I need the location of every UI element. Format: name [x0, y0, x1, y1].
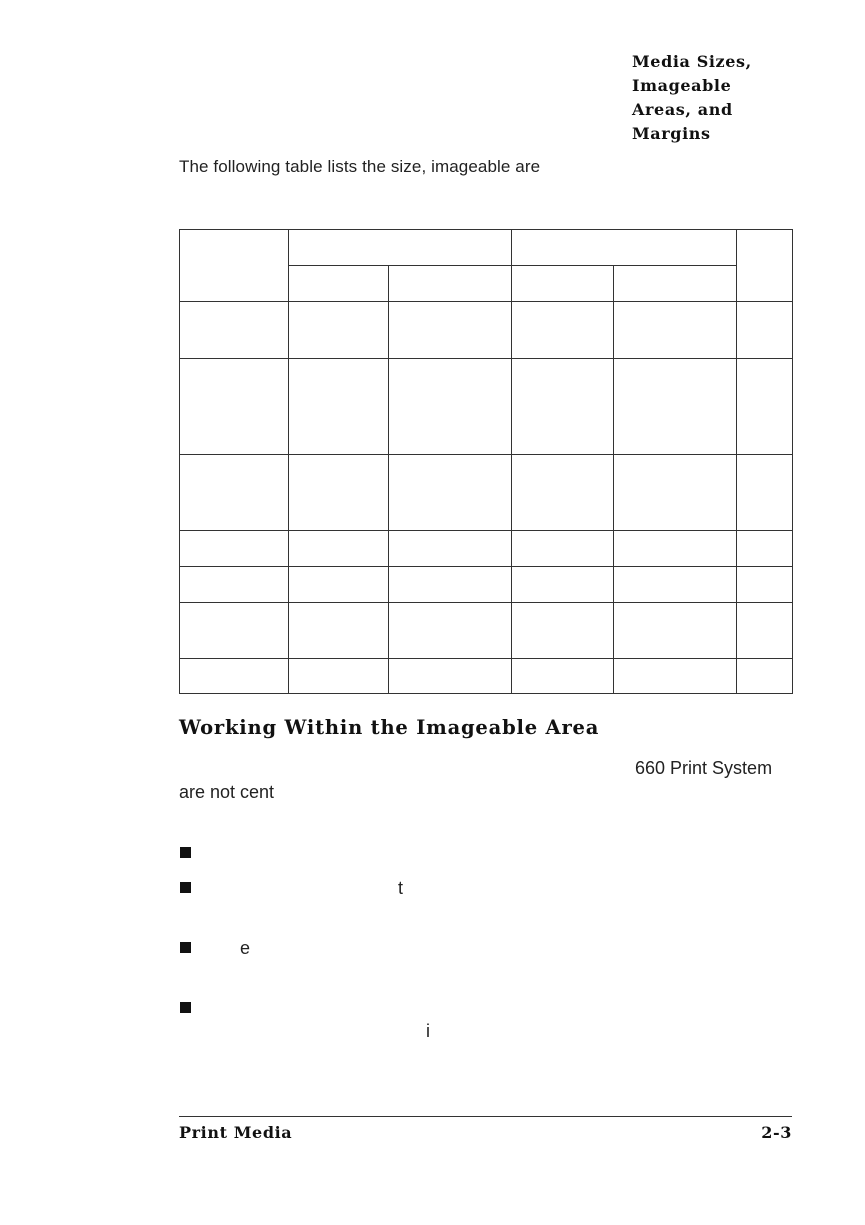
bullet-text-fragment: e [240, 938, 251, 958]
side-heading-line: Imageable [632, 76, 732, 95]
side-heading-line: Margins [632, 124, 711, 143]
table-cell [289, 659, 389, 694]
table-cell [289, 359, 389, 455]
table-cell [389, 455, 512, 531]
table-cell [614, 567, 737, 603]
table-cell [737, 603, 793, 659]
table-header-cell [289, 230, 512, 266]
table-cell [289, 302, 389, 359]
table-cell [614, 302, 737, 359]
bullet-square-icon [180, 847, 191, 858]
table-cell [389, 567, 512, 603]
table-row [180, 302, 793, 359]
table-cell [389, 359, 512, 455]
side-heading-line: Media Sizes, [632, 52, 752, 71]
table-header-cell [389, 266, 512, 302]
table-cell [737, 659, 793, 694]
table-row [180, 603, 793, 659]
table-row [180, 659, 793, 694]
bullet-text-fragment: i [426, 1021, 430, 1041]
table-cell [737, 302, 793, 359]
table-cell [614, 359, 737, 455]
table-header-cell [614, 266, 737, 302]
table-cell [289, 567, 389, 603]
table-row [180, 531, 793, 567]
table-cell [512, 359, 614, 455]
table-header-cell [737, 230, 793, 302]
table-row [180, 359, 793, 455]
table-header-cell [512, 266, 614, 302]
table-cell [512, 302, 614, 359]
side-heading-line: Areas, and [632, 100, 733, 119]
side-heading [632, 50, 852, 146]
table-cell [512, 531, 614, 567]
table-cell [512, 659, 614, 694]
table-cell [737, 359, 793, 455]
table-cell [737, 531, 793, 567]
table-cell [614, 659, 737, 694]
table-cell [389, 531, 512, 567]
table-header-cell [512, 230, 737, 266]
intro-text: The following table lists the size, imageable are [179, 157, 541, 176]
table-cell [389, 659, 512, 694]
table-cell [737, 455, 793, 531]
table-cell [389, 302, 512, 359]
table-cell [289, 455, 389, 531]
table-cell [737, 567, 793, 603]
bullet-square-icon [180, 1002, 191, 1013]
paragraph-fragment: 660 Print System [635, 758, 773, 778]
page-number: 2-3 [761, 1123, 792, 1142]
section-title: Working Within the Imageable Area [179, 716, 600, 739]
table-header-row [180, 230, 793, 266]
table-cell [512, 567, 614, 603]
table-cell [289, 603, 389, 659]
bullet-square-icon [180, 882, 191, 893]
table-cell [180, 567, 289, 603]
table-cell [180, 302, 289, 359]
table-cell [180, 531, 289, 567]
table-cell [180, 659, 289, 694]
table-cell [389, 603, 512, 659]
footer-section-name: Print Media [179, 1123, 293, 1142]
footer-rule [179, 1116, 792, 1117]
bullet-text-fragment: t [398, 878, 404, 898]
table-cell [289, 531, 389, 567]
table-cell [614, 455, 737, 531]
table-cell [512, 603, 614, 659]
bullet-square-icon [180, 942, 191, 953]
table-header-cell [289, 266, 389, 302]
table-cell [180, 359, 289, 455]
table-row [180, 567, 793, 603]
table-row [180, 455, 793, 531]
table-cell [512, 455, 614, 531]
paragraph-fragment: are not cent [179, 782, 275, 802]
table-cell [614, 531, 737, 567]
media-size-table [179, 229, 793, 694]
table-header-cell [180, 230, 289, 302]
table-cell [180, 455, 289, 531]
table-cell [180, 603, 289, 659]
table-cell [614, 603, 737, 659]
